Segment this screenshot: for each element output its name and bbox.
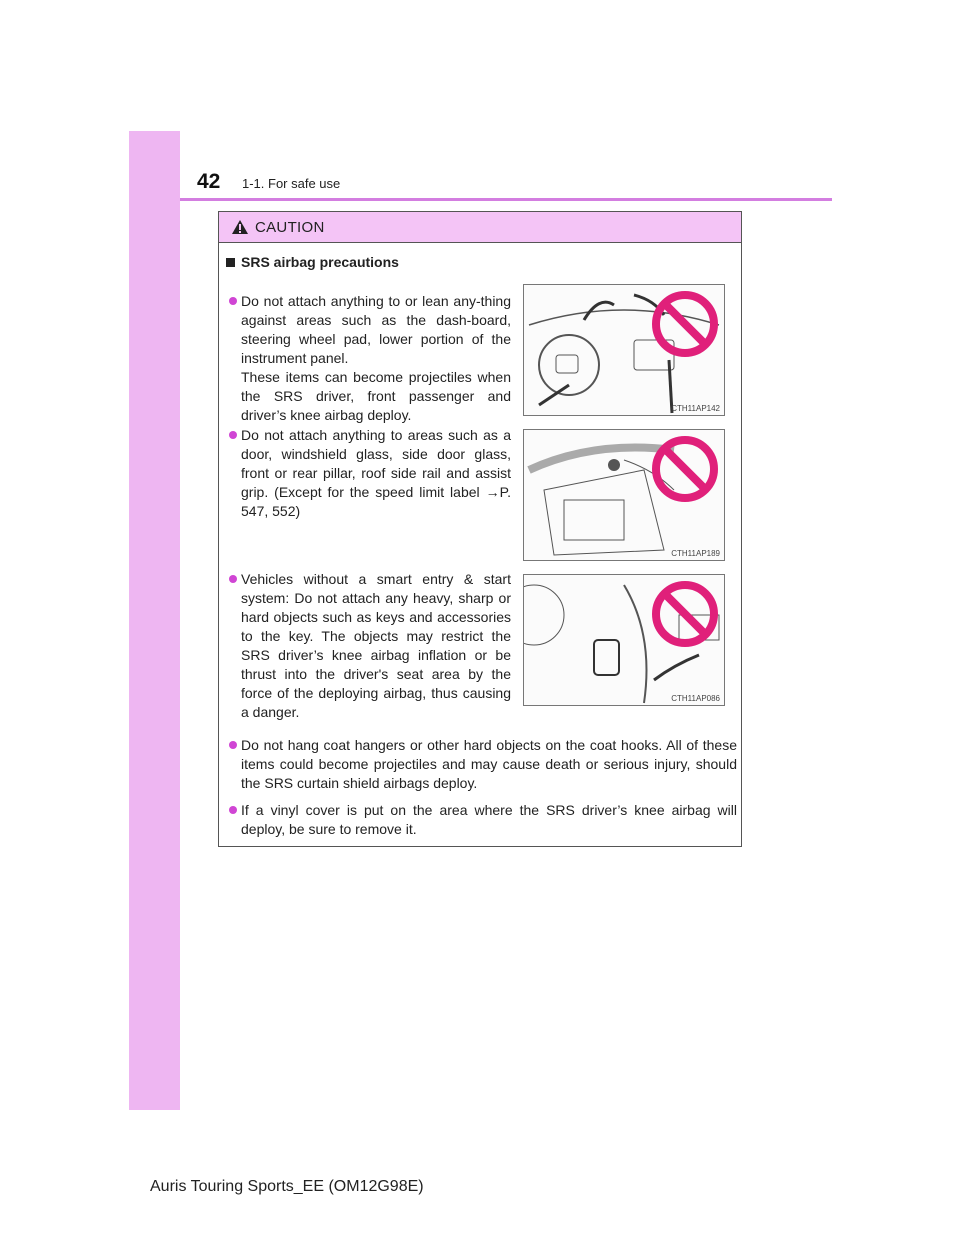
bullet-icon <box>229 806 237 814</box>
illustration-cabin <box>523 429 725 561</box>
list-item <box>241 736 737 793</box>
header-rule <box>180 198 832 201</box>
section-heading <box>226 254 399 270</box>
prohibition-icon <box>650 579 720 649</box>
item-note: These items can become projectiles when the SRS driver, front passenger and driver’s knee airbag deploy. <box>241 369 511 423</box>
item-text: Vehicles without a smart entry & start system: Do not attach any heavy, sharp or hard objects such as keys and accessories to the key. The objects may restrict the SRS driver’s knee airbag inflation or be thrust into the driver's seat area by the force of the deploying airbag, thus causing a danger. <box>241 571 511 720</box>
heading-text: SRS airbag precautions <box>241 254 399 270</box>
caution-label: CAUTION <box>255 218 325 236</box>
illustration-code: CTH11AP189 <box>671 549 720 558</box>
prohibition-icon <box>650 289 720 359</box>
page-number: 42 <box>197 170 221 193</box>
bullet-icon <box>229 741 237 749</box>
list-item <box>241 426 511 521</box>
bullet-icon <box>229 575 237 583</box>
item-text: Do not hang coat hangers or other hard objects on the coat hooks. All of these items could become projectiles and may cause death or serious injury, should the SRS curtain shield airbags deploy. <box>241 737 737 791</box>
prohibition-icon <box>650 434 720 504</box>
bullet-icon <box>229 431 237 439</box>
section-title: 1-1. For safe use <box>242 176 341 191</box>
list-item <box>241 801 737 839</box>
square-bullet-icon <box>226 258 235 267</box>
bullet-icon <box>229 297 237 305</box>
item-text: Do not attach anything to areas such as a door, windshield glass, side door glass, front or rear pillar, roof side rail and assist grip. (Except for the speed limit label →P. 547, 552) <box>241 427 511 519</box>
illustration-key <box>523 574 725 706</box>
illustration-code: CTH11AP086 <box>671 694 720 703</box>
list-item <box>241 292 511 425</box>
chapter-tab <box>129 131 180 1110</box>
warning-icon <box>231 219 249 235</box>
item-text: Do not attach anything to or lean any-thing against areas such as the dash-board, steering wheel pad, lower portion of the instrument panel. <box>241 293 511 366</box>
illustration-dashboard <box>523 284 725 416</box>
illustration-code: CTH11AP142 <box>671 404 720 413</box>
list-item <box>241 570 511 722</box>
item-text: If a vinyl cover is put on the area where the SRS driver’s knee airbag will deploy, be sure to remove it. <box>241 802 737 837</box>
caution-box <box>218 211 742 847</box>
caution-header <box>219 212 741 243</box>
footer: Auris Touring Sports_EE (OM12G98E) <box>150 1178 424 1195</box>
